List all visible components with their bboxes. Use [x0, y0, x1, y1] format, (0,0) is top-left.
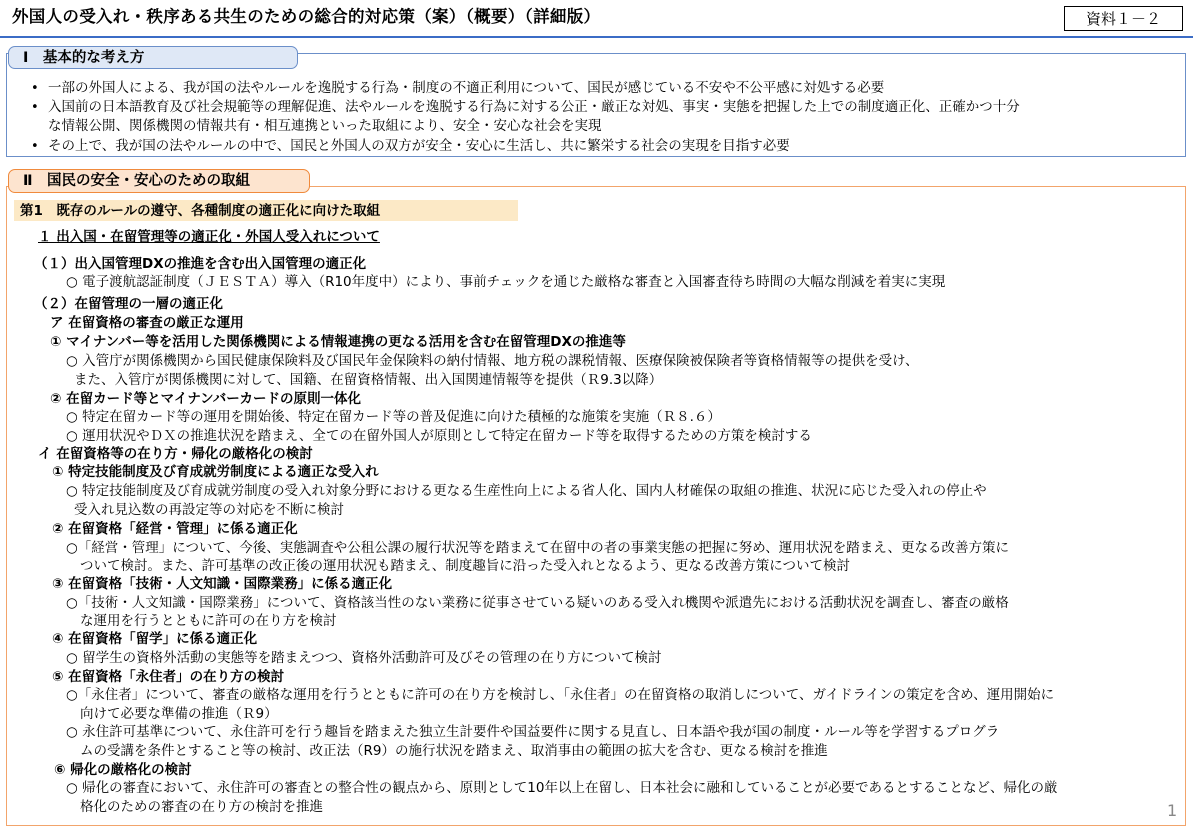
item-title: １ 出入国・在留管理等の適正化・外国人受入れについて — [38, 229, 380, 245]
point-title: （２）在留管理の一層の適正化 — [34, 296, 223, 312]
detail-text: 受入れ見込数の再設定等の対応を不断に検討 — [74, 502, 344, 518]
detail-text: また、入管庁が関係機関に対して、国籍、在留資格情報、出入国関連情報等を提供（Ｒ9.3以降） — [74, 372, 663, 388]
section1-line-4: その上で、我が国の法やルールの中で、国民と外国人の双方が安全・安心に生活し、共に繁栄する社会の実現を目指す必要 — [48, 138, 790, 154]
document-id-box: 資料１－２ — [1064, 6, 1183, 31]
subpoint-title: イ 在留資格等の在り方・帰化の厳格化の検討 — [38, 446, 313, 462]
detail-text: ○ 入管庁が関係機関から国民健康保険料及び国民年金保険料の納付情報、地方税の課税情報、医療保険被保険者等資格情報等の提供を受け、 — [66, 353, 919, 369]
section1-line-3: な情報公開、関係機関の情報共有・相互連携といった取組により、安全・安心な社会を実現 — [48, 118, 602, 134]
detail-text: ○ 特定在留カード等の運用を開始後、特定在留カード等の普及促進に向けた積極的な施策を実施（Ｒ８.６） — [66, 409, 721, 425]
bullet-mark: • — [31, 100, 39, 115]
subsection-title: 第1 既存のルールの遵守、各種制度の適正化に向けた取組 — [20, 203, 381, 219]
section2-heading: Ⅱ 国民の安全・安心のための取組 — [8, 169, 310, 193]
detail-text: ○「経営・管理」について、今後、実態調査や公租公課の履行状況等を踏まえて在留中の者の事業実態の把握に努め、運用状況を踏まえ、更なる改善方策に — [66, 540, 1010, 556]
detail-text: 向けて必要な準備の推進（Ｒ9） — [80, 706, 278, 722]
subpoint-title: ⑤ 在留資格「永住者」の在り方の検討 — [52, 669, 285, 685]
point-title: （１）出入国管理DXの推進を含む出入国管理の適正化 — [34, 256, 367, 272]
detail-text: ○ 特定技能制度及び育成就労制度の受入れ対象分野における更なる生産性向上による省人化、国内人材確保の取組の推進、状況に応じた受入れの停止や — [66, 483, 987, 499]
detail-text: ついて検討。また、許可基準の改正後の運用状況も踏まえ、制度趣旨に沿った受入れとなるよう、更なる改善方策について検討 — [80, 558, 851, 574]
detail-text: ○ 運用状況やＤＸの推進状況を踏まえ、全ての在留外国人が原則として特定在留カード等を取得するための方策を検討する — [66, 428, 812, 444]
bullet-mark: • — [31, 139, 39, 154]
subpoint-title: ⑥ 帰化の厳格化の検討 — [54, 762, 192, 778]
subpoint-title: ア 在留資格の審査の厳正な運用 — [50, 315, 244, 331]
subpoint-title: ① マイナンバー等を活用した関係機関による情報連携の更なる活用を含む在留管理DXの推進等 — [50, 334, 626, 350]
subpoint-title: ④ 在留資格「留学」に係る適正化 — [52, 631, 258, 647]
detail-text: ○「永住者」について、審査の厳格な運用を行うとともに許可の在り方を検討し、「永住者」の在留資格の取消しについて、ガイドラインの策定を含め、運用開始に — [66, 687, 1055, 703]
section1-heading: Ⅰ 基本的な考え方 — [8, 46, 298, 69]
detail-text: 格化のための審査の在り方の検討を推進 — [80, 799, 323, 815]
page-title: 外国人の受入れ・秩序ある共生のための総合的対応策（案）（概要）（詳細版） — [12, 7, 601, 26]
page-number: 1 — [1167, 801, 1178, 820]
section1-line-2: 入国前の日本語教育及び社会規範等の理解促進、法やルールを逸脱する行為に対する公正・厳正な対処、事実・実態を把握した上での制度適正化、正確かつ十分 — [48, 99, 1020, 115]
subpoint-title: ② 在留資格「経営・管理」に係る適正化 — [52, 521, 298, 537]
detail-text: な運用を行うとともに許可の在り方を検討 — [80, 613, 337, 629]
subpoint-title: ③ 在留資格「技術・人文知識・国際業務」に係る適正化 — [52, 576, 393, 592]
bullet-mark: • — [31, 81, 39, 96]
title-divider — [0, 36, 1193, 38]
subpoint-title: ② 在留カード等とマイナンバーカードの原則一体化 — [50, 391, 361, 407]
detail-text: ○「技術・人文知識・国際業務」について、資格該当性のない業務に従事させている疑いのある受入れ機関や派遣先における活動状況を調査し、審査の厳格 — [66, 595, 1009, 611]
detail-text: ○ 永住許可基準について、永住許可を行う趣旨を踏まえた独立生計要件や国益要件に関する見直し、日本語や我が国の制度・ルール等を学習するプログラ — [66, 724, 1000, 740]
point-text: ○ 電子渡航認証制度（ＪＥＳＴＡ）導入（R10年度中）により、事前チェックを通じた厳格な審査と入国審査待ち時間の大幅な削減を着実に実現 — [66, 274, 946, 290]
section1-line-1: 一部の外国人による、我が国の法やルールを逸脱する行為・制度の不適正利用について、国民が感じている不安や不公平感に対処する必要 — [48, 80, 885, 96]
detail-text: ○ 留学生の資格外活動の実態等を踏まえつつ、資格外活動許可及びその管理の在り方について検討 — [66, 650, 662, 666]
detail-text: ムの受講を条件とすること等の検討、改正法（R9）の施行状況を踏まえ、取消事由の範囲の拡大を含む、更なる検討を推進 — [80, 743, 828, 759]
subpoint-title: ① 特定技能制度及び育成就労制度による適正な受入れ — [52, 464, 379, 480]
detail-text: ○ 帰化の審査において、永住許可の審査との整合性の観点から、原則として10年以上在留し、日本社会に融和していることが必要であるとすることなど、帰化の厳 — [66, 780, 1058, 796]
